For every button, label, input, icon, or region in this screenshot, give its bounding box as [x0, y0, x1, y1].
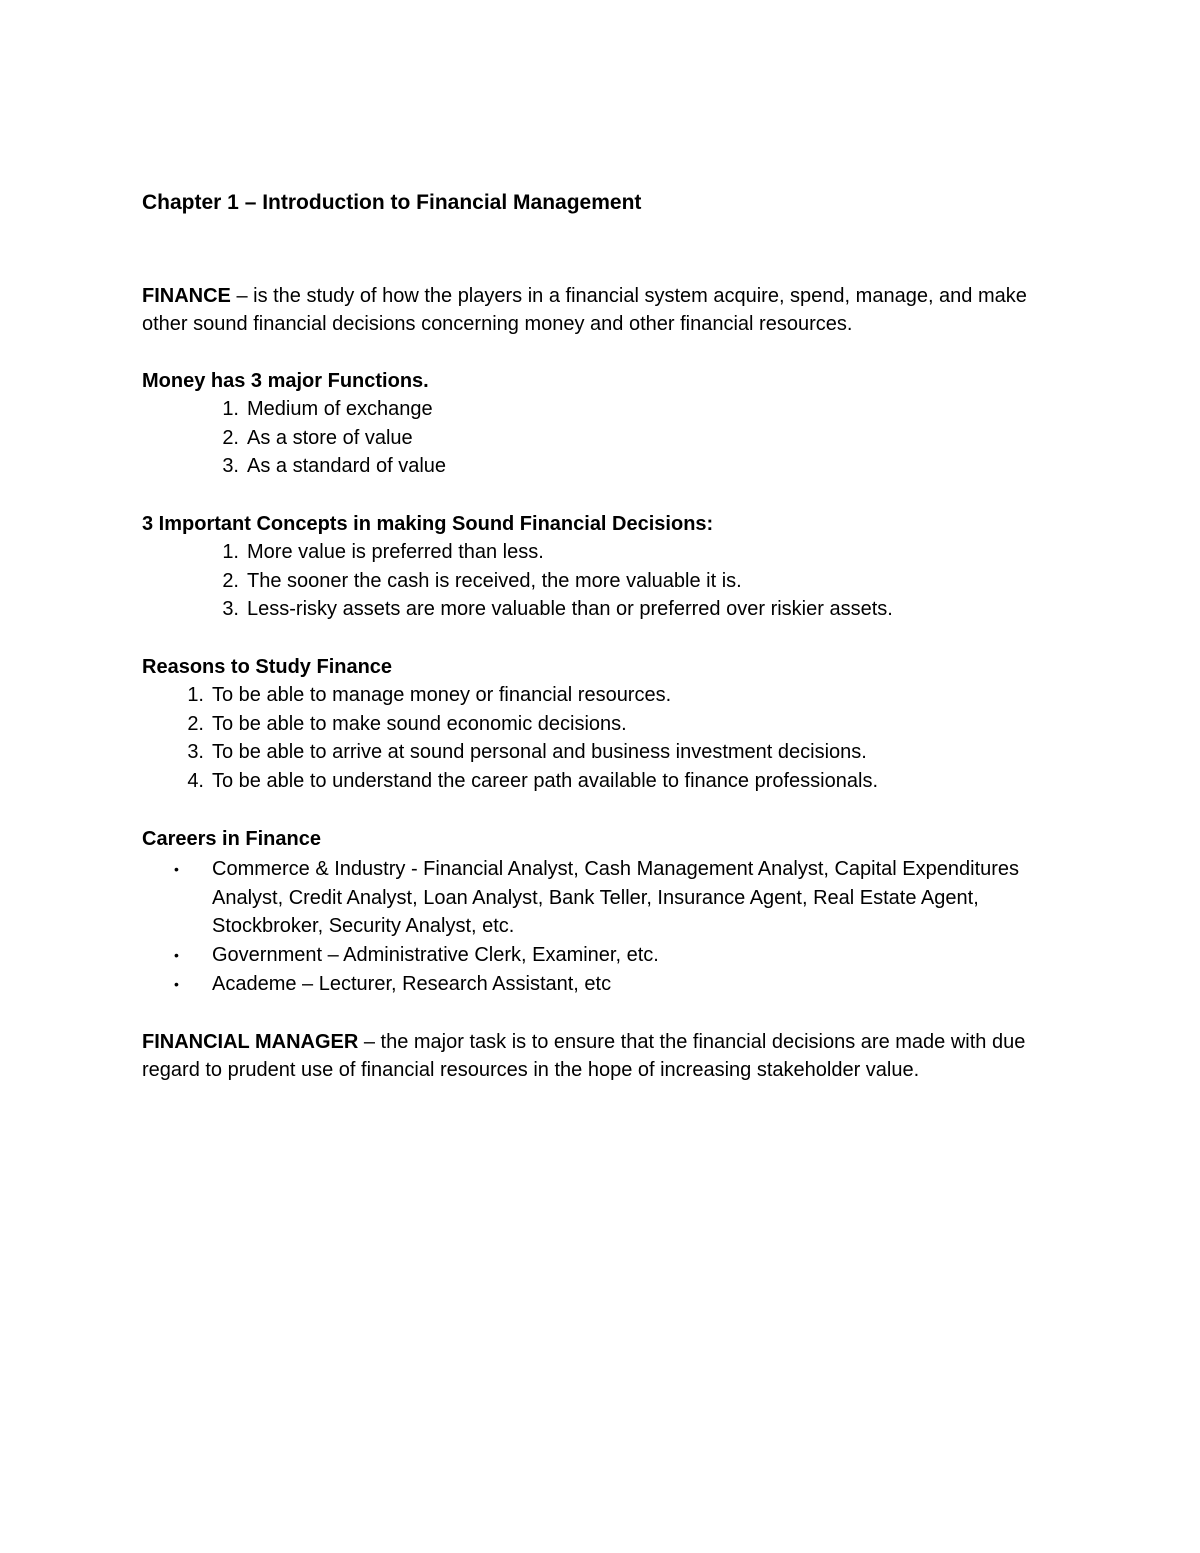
bullet-icon: •: [174, 861, 179, 877]
careers-list: [174, 855, 1042, 999]
list-number: 3.: [222, 455, 239, 478]
list-number: 1.: [187, 684, 204, 706]
list-item-text: More value is preferred than less.: [247, 541, 544, 563]
bullet-icon: •: [174, 947, 179, 964]
list-item-text: Less-risky assets are more valuable than or preferred over riskier assets.: [247, 598, 893, 621]
list-item-text: The sooner the cash is received, the more valuable it is.: [247, 569, 742, 592]
list-number: 2.: [222, 426, 239, 449]
list-number: 2.: [222, 569, 239, 592]
list-item: [174, 970, 1042, 999]
finance-term: FINANCE: [142, 285, 231, 307]
list-item-text: Government – Administrative Clerk, Examiner, etc.: [212, 944, 659, 967]
list-item: [174, 941, 1042, 970]
money-functions-list: [222, 395, 447, 481]
list-item-text: As a standard of value: [247, 455, 447, 478]
careers-heading: Careers in Finance: [142, 828, 321, 850]
list-number: 3.: [187, 741, 204, 764]
list-item: [187, 710, 878, 739]
concepts-heading: 3 Important Concepts in making Sound Financial Decisions:: [142, 513, 714, 535]
list-item: [222, 452, 447, 481]
list-item: [174, 855, 1042, 941]
chapter-title: Chapter 1 – Introduction to Financial Management: [142, 191, 642, 214]
list-item: [222, 395, 446, 424]
reasons-list: [187, 681, 878, 796]
list-item-text: Academe – Lecturer, Research Assistant, etc: [212, 972, 612, 995]
reasons-heading: Reasons to Study Finance: [142, 656, 393, 678]
list-item-text: To be able to arrive at sound personal and business investment decisions.: [212, 741, 867, 764]
list-item: [222, 595, 893, 624]
financial-manager-term: FINANCIAL MANAGER: [142, 1031, 359, 1053]
finance-definition: [142, 282, 1052, 338]
list-item-text: Commerce & Industry - Financial Analyst, Cash Management Analyst, Capital Expenditures Analyst, Credit Analyst, Loan Analyst, Bank Teller, Insurance Agent, Real Estate Agent, Stockbroker, Security Analyst, etc.: [212, 858, 1020, 938]
list-item-text: To be able to make sound economic decisions.: [212, 712, 627, 735]
list-number: 2.: [187, 712, 204, 735]
bullet-icon: •: [174, 975, 179, 992]
list-item: [187, 738, 878, 767]
list-item: [187, 681, 878, 710]
money-functions-heading: Money has 3 major Functions.: [142, 370, 429, 392]
list-number: 1.: [222, 398, 239, 420]
list-item: [222, 567, 893, 596]
list-item: [222, 538, 893, 567]
financial-manager-definition-text: – the major task is to ensure that the financial decisions are made with due regard to prudent use of financial resources in the hope of increasing stakeholder value.: [142, 1031, 1026, 1081]
list-item-text: As a store of value: [247, 426, 413, 449]
list-item-text: To be able to understand the career path available to finance professionals.: [212, 770, 878, 793]
concepts-list: [222, 538, 893, 624]
finance-definition-text: – is the study of how the players in a financial system acquire, spend, manage, and make other sound financial decisions concerning money and other financial resources.: [142, 285, 1027, 335]
list-item-text: Medium of exchange: [247, 398, 433, 420]
financial-manager-definition: [142, 1028, 1052, 1084]
list-item: [187, 767, 878, 796]
list-number: 4.: [187, 770, 204, 793]
list-number: 3.: [222, 598, 239, 621]
list-item: [222, 424, 446, 453]
list-item-text: To be able to manage money or financial resources.: [212, 684, 672, 706]
list-number: 1.: [222, 541, 239, 563]
